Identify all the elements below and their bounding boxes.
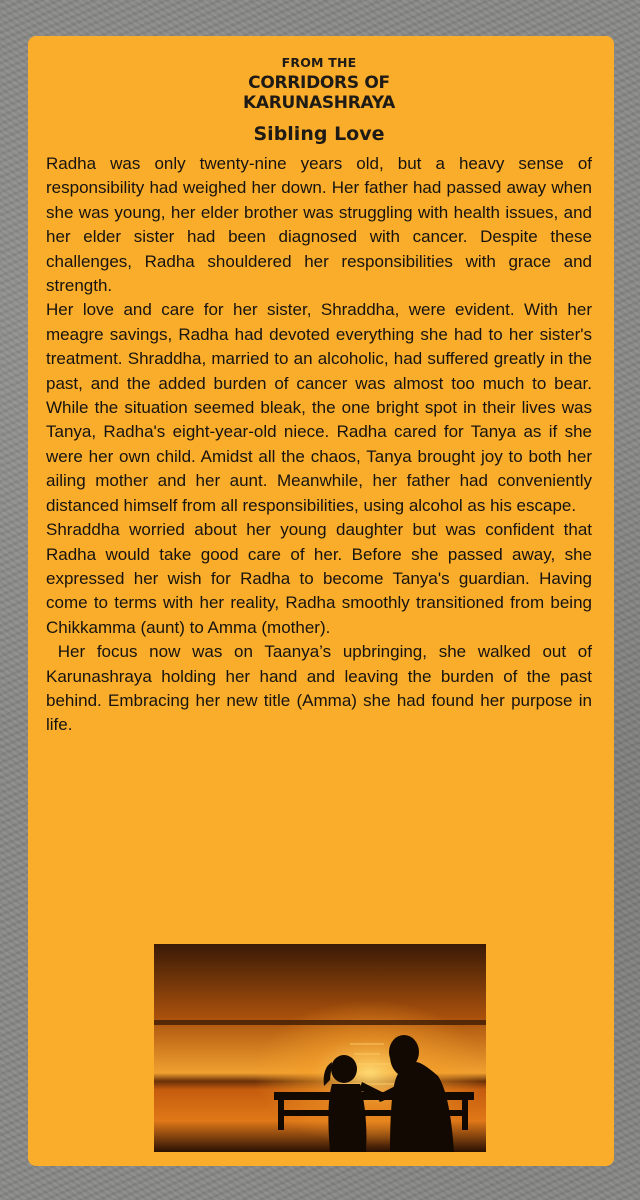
series-title-line2: KARUNASHRAYA [243, 93, 395, 113]
sunset-silhouette-photo [154, 944, 486, 1152]
story-paragraph-4: Her focus now was on Taanya’s upbringing, she walked out of Karunashraya holding her hand and leaving the burden of the past behind. Embracing her new title (Amma) she had found her purpose in life. [46, 642, 597, 735]
story-paragraph-3: Shraddha worried about her young daughter but was confident that Radha would take good care of her. Before she passed away, she expressed her wish for Radha to become Tanya's guardian. Having come to terms with her reality, Radha smoothly transitioned from being Chikkamma (aunt) to Amma (mother). [46, 520, 592, 637]
story-title: Sibling Love [253, 123, 385, 145]
story-card [28, 36, 614, 1166]
story-paragraph-2: Her love and care for her sister, Shraddha, were evident. With her meagre savings, Radha had devoted everything she had to her sister's treatment. Shraddha, married to an alcoholic, had suffered greatly in the past, and the added burden of cancer was almost too much to bear. While the situation seemed bleak, the one bright spot in their lives was Tanya, Radha's eight-year-old niece. Radha cared for Tanya as if she were her own child. Amidst all the chaos, Tanya brought joy to both her ailing mother and her aunt. Meanwhile, her father had conveniently distanced himself from all responsibilities, using alcohol as his escape. [46, 300, 592, 515]
story-body [46, 152, 597, 738]
header-kicker: FROM THE [281, 55, 357, 70]
series-title-line1: CORRIDORS OF [248, 73, 390, 93]
header [46, 54, 592, 146]
story-paragraph-1: Radha was only twenty-nine years old, but a heavy sense of responsibility had weighed her down. Her father had passed away when she was young, her elder brother was struggling with health issues, and her elder sister had been diagnosed with cancer. Despite these challenges, Radha shouldered her responsibilities with grace and strength. [46, 154, 592, 296]
